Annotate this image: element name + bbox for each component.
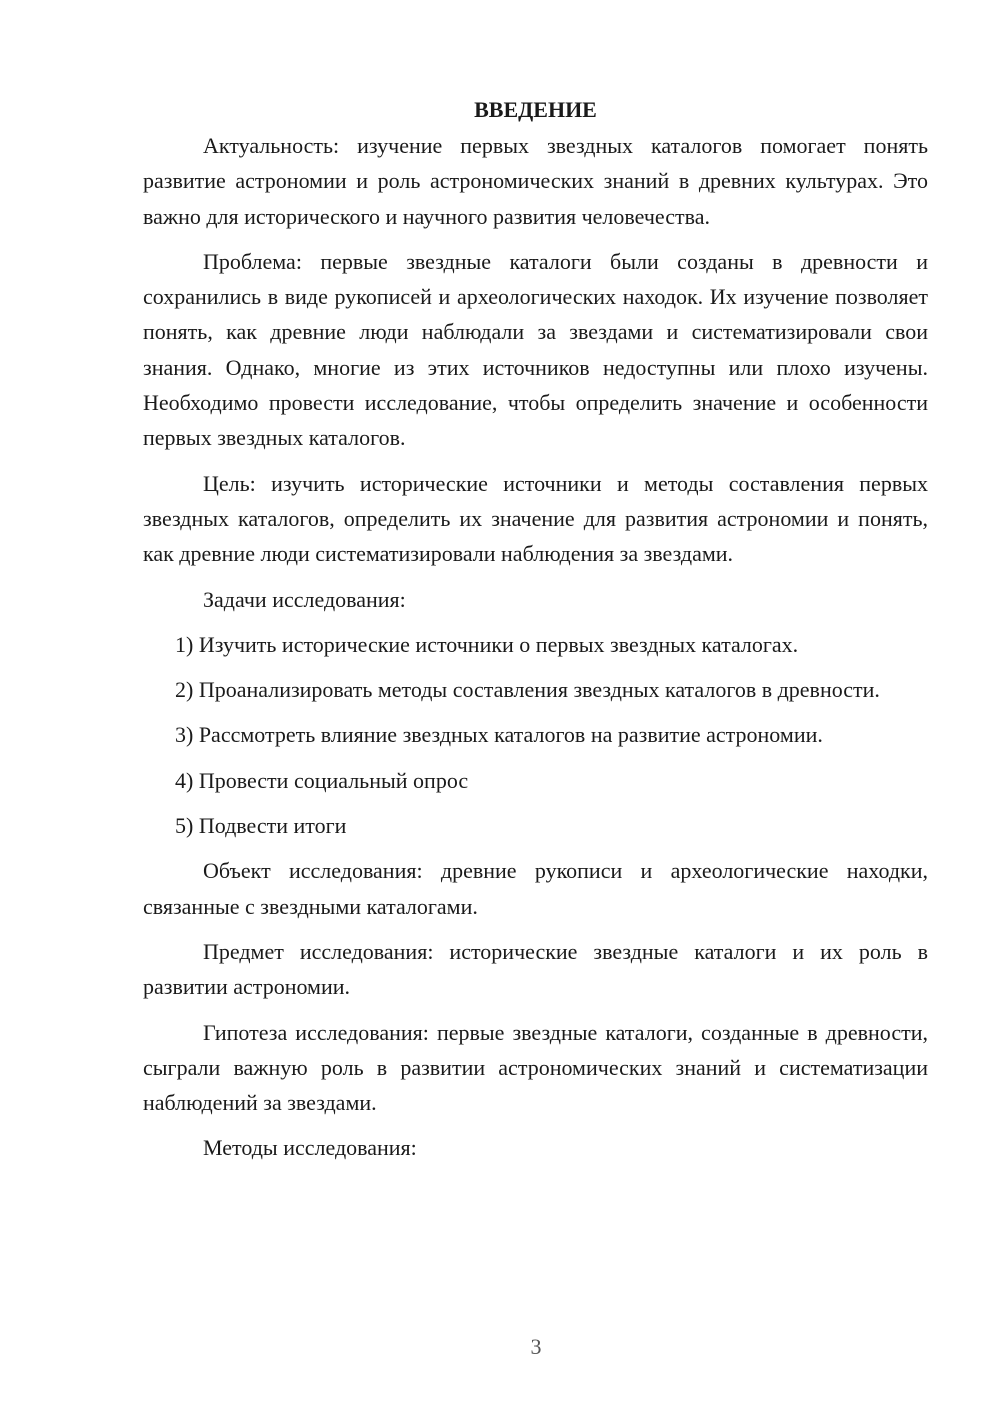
task-item-5: 5) Подвести итоги: [175, 813, 347, 839]
page-number: 3: [530, 1334, 542, 1359]
paragraph-object: Объект исследования: древние рукописи и археологические находки, связанные с звездными каталогами.: [143, 858, 928, 919]
paragraph-methods: Методы исследования:: [203, 1135, 417, 1161]
paragraph-relevance: Актуальность: изучение первых звездных каталогов помогает понять развитие астрономии и роль астрономических знаний в древних культурах. Это важно для исторического и научного развития человечества.: [143, 133, 928, 229]
task-item-3: 3) Рассмотреть влияние звездных каталогов на развитие астрономии.: [175, 722, 823, 748]
task-item-2: 2) Проанализировать методы составления звездных каталогов в древности.: [175, 677, 880, 703]
paragraph-hypothesis: Гипотеза исследования: первые звездные каталоги, созданные в древности, сыграли важную роль в развитии астрономических знаний и систематизации наблюдений за звездами.: [143, 1019, 928, 1116]
task-item-1: 1) Изучить исторические источники о первых звездных каталогах.: [175, 631, 799, 657]
paragraph-goal: Цель: изучить исторические источники и методы составления первых звездных каталогов, определить их значение для развития астрономии и понять, как древние люди систематизировали наблюдения за звездами.: [143, 470, 928, 567]
page-title: ВВЕДЕНИЕ: [474, 97, 597, 122]
paragraph-tasks-heading: Задачи исследования:: [203, 586, 406, 612]
task-item-4: 4) Провести социальный опрос: [175, 767, 469, 793]
paragraph-subject: Предмет исследования: исторические звездные каталоги и их роль в развитии астрономии.: [143, 938, 928, 1000]
paragraph-problem: Проблема: первые звездные каталоги были созданы в древности и сохранились в виде рукописей и археологических находок. Их изучение позволяет понять, как древние люди наблюдали за звездами и систематизировали свои знания. Однако, многие из этих источников недоступны или плохо изучены. Необходимо провести исследование, чтобы определить значение и особенности первых звездных каталогов.: [143, 248, 928, 451]
document-page: [143, 92, 928, 1176]
